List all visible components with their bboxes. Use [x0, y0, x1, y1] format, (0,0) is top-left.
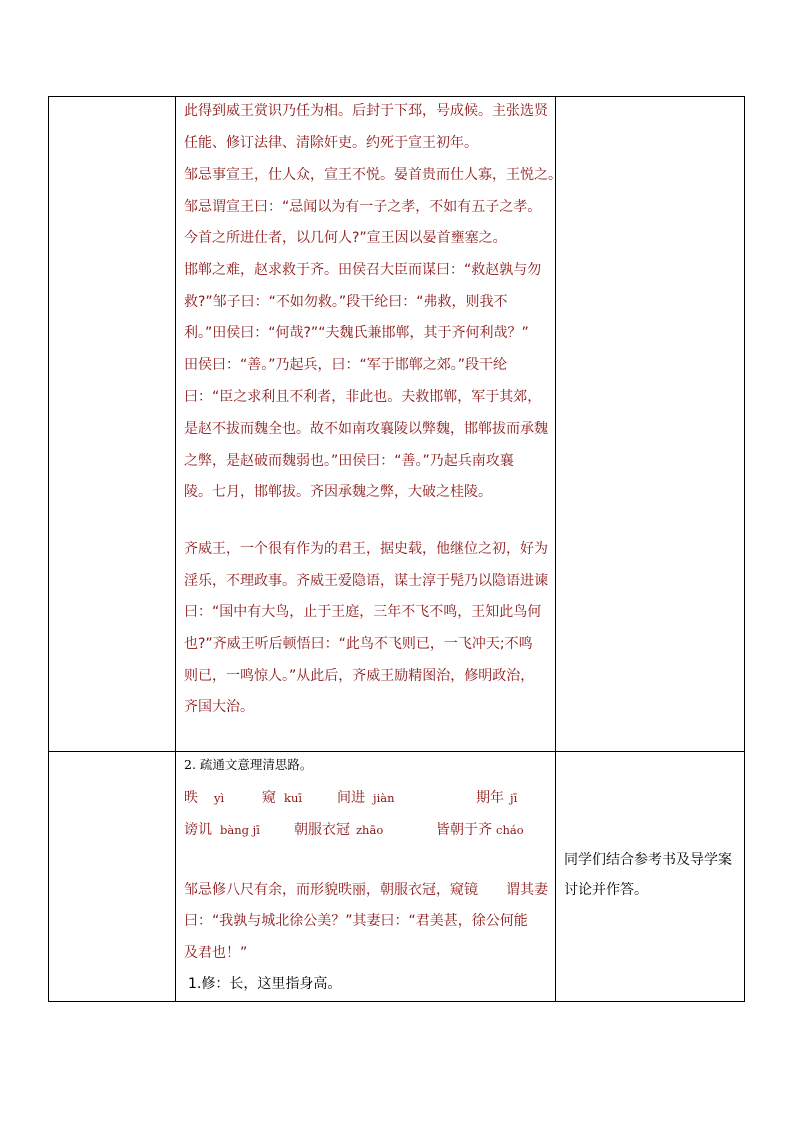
vocab-row	[184, 788, 554, 808]
vocab-pinyin: kuī	[284, 791, 303, 805]
reading-task-cell	[176, 752, 555, 1001]
vocab-word: 皆朝于齐	[436, 822, 492, 838]
vocab-row	[184, 820, 554, 840]
text-line: 齐威王，一个很有作为的君王，据史载，他继位之初，好为	[184, 541, 548, 557]
text-line: 齐国大治。	[184, 699, 254, 715]
text-line: 邹忌谓宣王曰：“忌闻以为有一子之孝，不如有五子之孝。	[184, 199, 542, 215]
table-border-left	[48, 96, 49, 1002]
vocab-pinyin: zhāo	[356, 823, 384, 837]
vocab-word: 期年	[476, 790, 504, 806]
historical-text-cell	[176, 96, 562, 751]
passage-line: 曰：“我孰与城北徐公美？”其妻曰：“君美甚，徐公何能	[184, 913, 528, 929]
vocab-word: 谤讥	[184, 822, 212, 838]
text-line: 利。”田侯曰：“何哉?”“夫魏氏兼邯郸，其于齐何利哉？”	[184, 325, 529, 341]
passage-line: 邹忌修八尺有余，而形貌昳丽，朝服衣冠，窥镜 谓其妻	[184, 882, 548, 898]
text-line: 救?”邹子曰：“不如勿救。”段干纶曰：“弗救，则我不	[184, 294, 508, 310]
vocab-word: 窥	[262, 790, 276, 806]
annotation-note: 1.修：长，这里指身高。	[188, 976, 342, 992]
text-line: 邯郸之难，赵求救于齐。田侯召大臣而谋曰：“救赵孰与勿	[184, 262, 542, 278]
text-line: 今首之所进仕者，以几何人?”宣王因以晏首壅塞之。	[184, 230, 507, 246]
text-line: 则已，一鸣惊人。”从此后，齐威王励精图治，修明政治，	[184, 668, 535, 684]
text-line: 曰：“臣之求利且不利者，非此也。夫救邯郸，军于其郊，	[184, 389, 542, 405]
table-border-right	[744, 96, 745, 1002]
vocab-word: 昳	[184, 790, 198, 806]
vocab-pinyin: jī	[510, 791, 518, 805]
table-border-bottom	[48, 1001, 745, 1002]
lesson-table	[48, 96, 745, 1002]
vocab-pinyin: jiàn	[373, 791, 395, 805]
text-line: 淫乐，不理政事。齐威王爱隐语，谋士淳于髡乃以隐语进谏	[184, 573, 548, 589]
activity-line: 讨论并作答。	[564, 882, 648, 898]
vocab-pinyin: yì	[214, 791, 225, 805]
vocab-word: 间进	[337, 790, 365, 806]
text-line: 也?”齐威王听后顿悟曰：“此鸟不飞则已，一飞冲天;不鸣	[184, 636, 533, 652]
text-line: 任能、修订法律、清除奸吏。约死于宣王初年。	[184, 135, 478, 151]
student-activity-cell	[556, 752, 744, 1001]
activity-line: 同学们结合参考书及导学案	[564, 852, 732, 868]
text-line: 陵。七月，邯郸拔。齐因承魏之弊，大破之桂陵。	[184, 484, 492, 500]
text-line: 是赵不拔而魏全也。故不如南攻襄陵以弊魏，邯郸拔而承魏	[184, 421, 548, 437]
vocab-pinyin: cháo	[496, 823, 524, 837]
text-line: 之弊，是赵破而魏弱也。”田侯曰：“善。”乃起兵南攻襄	[184, 453, 514, 469]
text-line: 田侯曰：“善。”乃起兵，曰：“军于邯郸之郊。”段干纶	[184, 357, 508, 373]
text-line: 曰：“国中有大鸟，止于王庭，三年不飞不鸣，王知此鸟何	[184, 604, 542, 620]
vocab-word: 朝服衣冠	[294, 822, 350, 838]
text-line: 此得到威王赏识乃任为相。后封于下邳，号成候。主张选贤	[184, 103, 548, 119]
task-heading: 2. 疏通文意理清思路。	[184, 757, 313, 772]
text-line: 邹忌事宣王，仕人众，宣王不悦。晏首贵而仕人寡，王悦之。	[184, 167, 562, 183]
vocab-pinyin: bàng jī	[220, 823, 260, 837]
passage-line: 及君也！”	[184, 945, 248, 961]
